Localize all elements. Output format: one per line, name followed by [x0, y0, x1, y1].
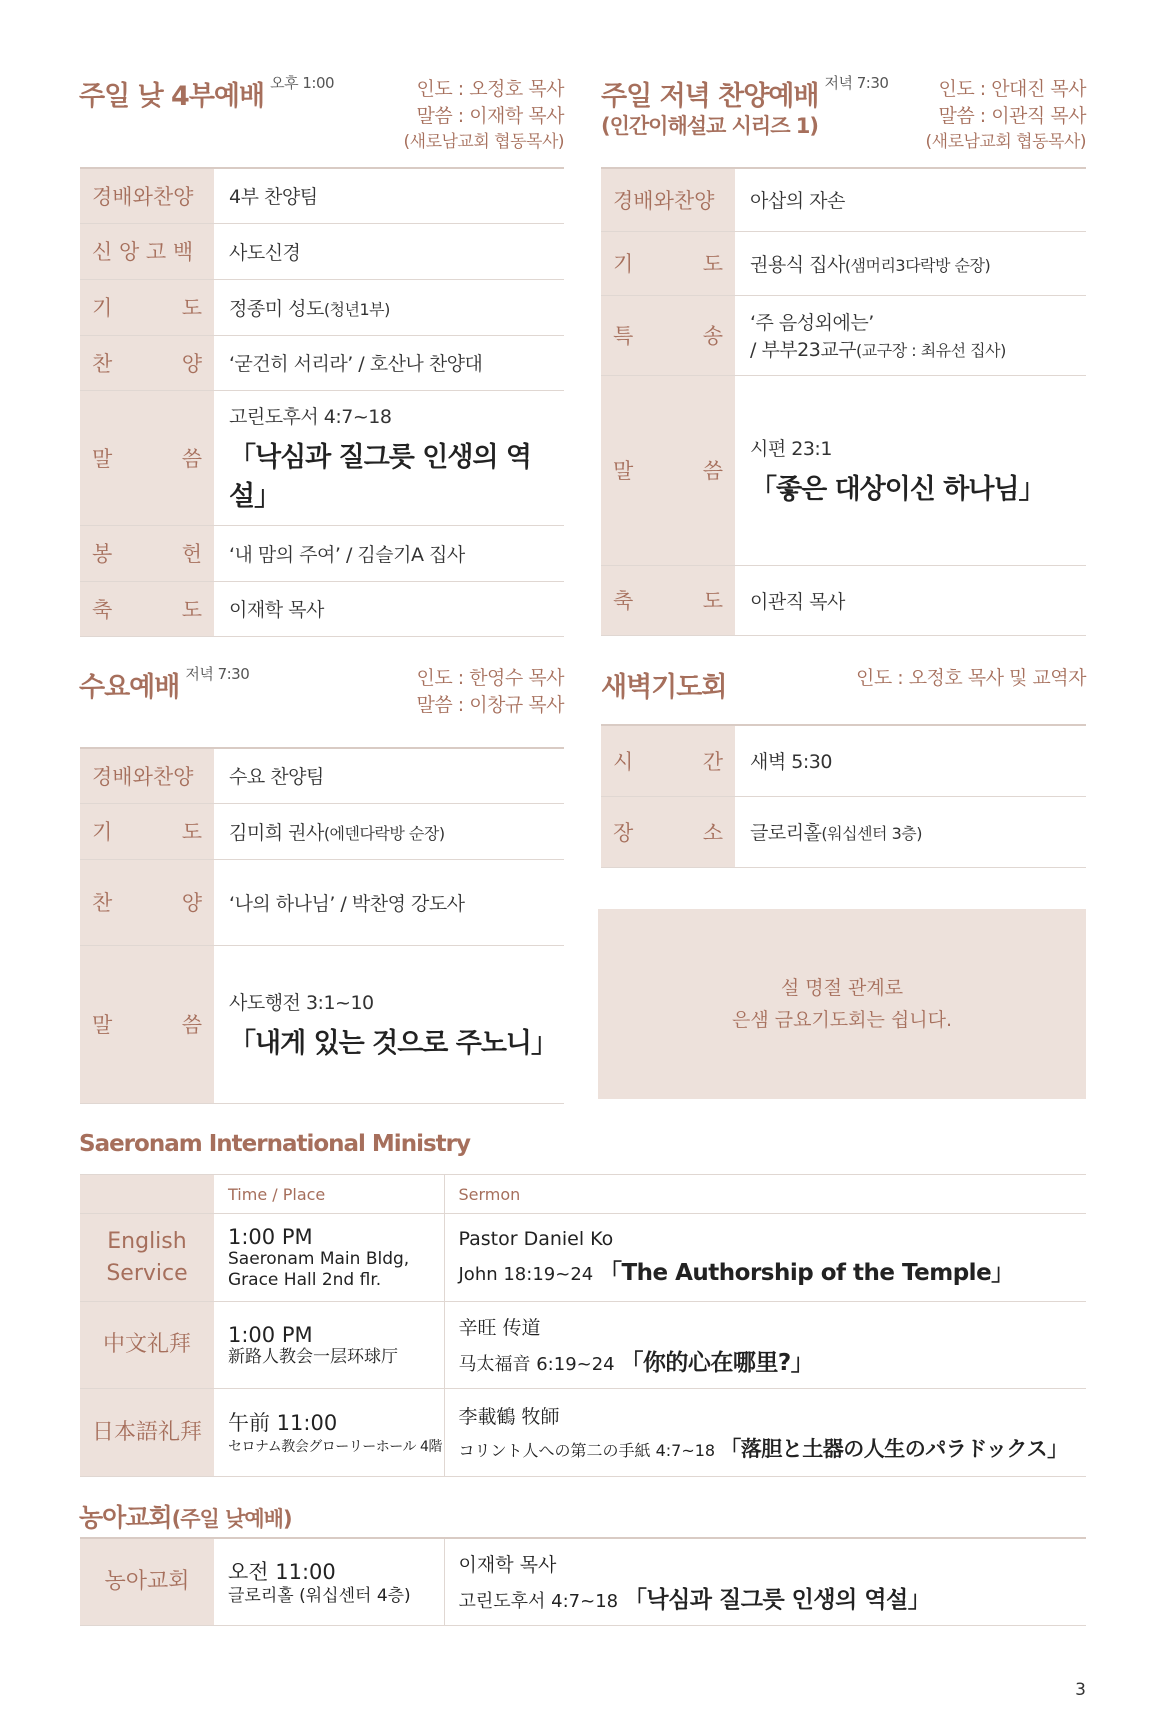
scripture-ref: 고린도후서 4:7~18: [229, 406, 392, 428]
sunday4-row-prayer: [80, 279, 564, 335]
deaf-row: [80, 1538, 1086, 1625]
label-b: 씀: [702, 459, 723, 483]
row-value: 사도신경: [214, 223, 564, 279]
row-label: [80, 168, 214, 223]
service-label-line1: 日本語礼拜: [91, 1419, 202, 1445]
service-time-place: [214, 1302, 444, 1389]
label-a: 말: [92, 1013, 113, 1037]
header-blank: [80, 1175, 214, 1214]
deaf-label: 농아교회: [80, 1538, 214, 1625]
row-label: [80, 525, 214, 581]
service-time: 1:00 PM: [228, 1322, 313, 1347]
label-b: 송: [702, 324, 723, 348]
value-note: (에덴다락방 순장): [323, 823, 445, 843]
label-b: 도: [181, 597, 202, 622]
label-b: 헌: [181, 542, 202, 566]
sunday4-row-word: [80, 390, 564, 525]
service-place-line1: 新路人教会一层环球厅: [228, 1346, 398, 1367]
service-time: 午前 11:00: [228, 1411, 338, 1435]
row-value: [214, 390, 564, 525]
international-row-chinese: [80, 1302, 1086, 1389]
dawn-row-time: [601, 725, 1086, 796]
service-time: 1:00 PM: [228, 1224, 313, 1249]
wednesday-row-worship: [80, 748, 564, 803]
value-text: 권용식 집사: [750, 253, 845, 276]
service-sermon-title: 「The Authorship of the Temple」: [598, 1260, 1014, 1286]
sunday4-title-text: 주일 낮 4부예배: [79, 81, 265, 112]
evening-preacher-note: (새로남교회 협동목사): [925, 132, 1086, 152]
deaf-sermon-title: 「낙심과 질그릇 인생의 역설」: [623, 1586, 931, 1613]
value-note: (워십센터 3층): [821, 824, 922, 843]
wednesday-preacher: 말씀 : 이창규 목사: [416, 694, 564, 716]
special-song-note: (교구장 : 최유선 집사): [856, 341, 1006, 360]
sunday4-preacher: 말씀 : 이재학 목사: [416, 105, 564, 127]
label-a: 장: [613, 820, 634, 845]
evening-leaders: [926, 76, 1086, 154]
wednesday-row-prayer: [80, 803, 564, 859]
row-label: [601, 231, 735, 295]
international-title: Saeronam International Ministry: [79, 1131, 470, 1157]
evening-row-blessing: [601, 565, 1086, 635]
special-song-title: ‘주 음성외에는’: [750, 312, 874, 334]
service-sermon: [444, 1389, 1086, 1477]
row-value: ‘굳건히 서리라’ / 호산나 찬양대: [214, 335, 564, 390]
row-label: [80, 748, 214, 803]
service-label-line2: Service: [106, 1260, 188, 1286]
row-label: [601, 168, 735, 231]
dawn-leader: 인도 : 오정호 목사 및 교역자: [856, 667, 1086, 689]
row-value: 아삽의 자손: [735, 168, 1086, 231]
notice-line-1: 설 명절 관계로: [780, 977, 904, 999]
service-sermon-title: 「你的心在哪里?」: [620, 1350, 814, 1376]
service-time-place: [214, 1389, 444, 1477]
deaf-ref: 고린도후서 4:7~18: [458, 1590, 619, 1612]
label-text: 경배와찬양: [92, 184, 194, 209]
row-value: 4부 찬양팀: [214, 168, 564, 223]
row-label: [80, 223, 214, 279]
deaf-title-text: 농아교회: [79, 1503, 172, 1532]
label-b: 씀: [181, 1013, 202, 1037]
sunday4-row-hymn: [80, 335, 564, 390]
row-value: 새벽 5:30: [735, 725, 1086, 796]
sunday4-row-blessing: [80, 581, 564, 636]
notice-line-2: 은샘 금요기도회는 쉽니다.: [731, 1009, 952, 1031]
dawn-title-text: 새벽기도회: [601, 672, 727, 703]
label-b: 간: [702, 749, 723, 774]
service-label: [80, 1302, 214, 1389]
row-label: [80, 945, 214, 1103]
label-a: 찬: [92, 351, 113, 376]
deaf-time-place: [214, 1538, 444, 1625]
row-label: [601, 725, 735, 796]
scripture-ref: 시편 23:1: [750, 438, 832, 460]
service-sermon-title: 「落胆と土器の人生のパラドックス」: [720, 1437, 1068, 1461]
label-a: 찬: [92, 891, 113, 915]
evening-row-word: [601, 375, 1086, 565]
wednesday-time: 저녁 7:30: [185, 665, 250, 683]
dawn-leaders: [856, 665, 1086, 692]
label-b: 도: [702, 252, 723, 276]
service-label-line1: English: [107, 1228, 187, 1254]
deaf-sermon-line: [459, 1581, 1087, 1614]
evening-row-worship: [601, 168, 1086, 231]
row-label: [80, 279, 214, 335]
label-text: 경배와찬양: [613, 188, 715, 213]
service-preacher: Pastor Daniel Ko: [458, 1228, 614, 1250]
evening-subtitle: (인간이해설교 시리즈 1): [601, 114, 819, 138]
value-text: 정종미 성도: [229, 297, 324, 320]
wednesday-title: [79, 665, 249, 704]
evening-order-table: [601, 167, 1086, 636]
row-value: ‘나의 하나님’ / 박찬영 강도사: [214, 859, 564, 945]
dawn-row-place: [601, 796, 1086, 867]
service-label: [80, 1214, 214, 1302]
service-sermon-line: [459, 1344, 1087, 1377]
deaf-time: 오전 11:00: [228, 1560, 336, 1585]
label-b: 양: [181, 351, 202, 376]
row-label: [80, 335, 214, 390]
row-value: 수요 찬양팀: [214, 748, 564, 803]
label-a: 말: [613, 459, 634, 483]
international-row-english: [80, 1214, 1086, 1302]
evening-row-special: [601, 295, 1086, 375]
evening-title-text: 주일 저녁 찬양예배: [601, 81, 819, 112]
wednesday-row-word: [80, 945, 564, 1103]
sunday4-row-worship: [80, 168, 564, 223]
wednesday-leader: 인도 : 한영수 목사: [416, 667, 564, 689]
row-value: [214, 803, 564, 859]
sunday4-title: [79, 74, 334, 113]
label-a: 기: [92, 820, 113, 844]
dawn-title: [601, 665, 726, 704]
value-text: 김미희 권사: [229, 821, 324, 844]
wednesday-row-hymn: [80, 859, 564, 945]
label-a: 특: [613, 324, 634, 348]
row-label: [80, 581, 214, 636]
row-value: [735, 796, 1086, 867]
evening-leader: 인도 : 안대진 목사: [938, 78, 1086, 100]
label-b: 씀: [181, 446, 202, 471]
row-value: [735, 295, 1086, 375]
label-b: 도: [181, 296, 202, 320]
service-ref: 马太福音 6:19~24: [458, 1354, 615, 1375]
row-value: [735, 231, 1086, 295]
deaf-title-note: (주일 낮예배): [171, 1507, 292, 1531]
row-label: [601, 796, 735, 867]
service-label: [80, 1389, 214, 1477]
evening-title: [601, 74, 888, 113]
deaf-preacher: 이재학 목사: [458, 1553, 557, 1576]
label-text: 신 앙 고 백: [92, 240, 194, 264]
page-number: 3: [1075, 1680, 1086, 1700]
label-b: 소: [702, 820, 723, 845]
label-text: 경배와찬양: [92, 764, 194, 789]
sunday4-preacher-note: (새로남교회 협동목사): [403, 132, 564, 152]
label-b: 도: [702, 589, 723, 613]
service-place-line1: Saeronam Main Bldg,: [228, 1248, 410, 1269]
wednesday-order-table: [80, 747, 564, 1104]
label-a: 말: [92, 446, 113, 471]
row-label: [80, 803, 214, 859]
evening-time: 저녁 7:30: [824, 74, 889, 92]
deaf-title: [79, 1498, 292, 1534]
service-sermon-line: [459, 1433, 1087, 1463]
scripture-ref: 사도행전 3:1~10: [229, 992, 374, 1014]
service-place-line2: Grace Hall 2nd flr.: [228, 1269, 382, 1290]
service-sermon: [444, 1214, 1086, 1302]
deaf-place: 글로리홀 (워십센터 4층): [228, 1586, 411, 1607]
deaf-sermon: [444, 1538, 1086, 1625]
row-label: [80, 390, 214, 525]
international-row-japanese: [80, 1389, 1086, 1477]
sunday4-row-creed: [80, 223, 564, 279]
label-a: 축: [92, 597, 113, 622]
value-note: (청년1부): [323, 299, 390, 319]
deaf-table: [80, 1537, 1086, 1626]
header-sermon: Sermon: [444, 1175, 1086, 1214]
evening-preacher: 말씀 : 이관직 목사: [938, 105, 1086, 127]
value-note: (샘머리3다락방 순장): [844, 255, 991, 275]
sunday4-leaders: [404, 76, 564, 154]
label-a: 기: [92, 296, 113, 320]
row-value: 이관직 목사: [735, 565, 1086, 635]
service-ref: John 18:19~24: [458, 1264, 594, 1285]
service-label-line1: 中文礼拜: [102, 1332, 191, 1357]
wednesday-title-text: 수요예배: [79, 672, 180, 703]
international-header-row: [80, 1175, 1086, 1214]
value-text: 글로리홀: [750, 822, 822, 844]
service-preacher: 李載鶴 牧師: [458, 1406, 560, 1428]
row-value: [214, 279, 564, 335]
row-value: ‘내 맘의 주여’ / 김슬기A 집사: [214, 525, 564, 581]
row-value: 이재학 목사: [214, 581, 564, 636]
label-a: 축: [613, 589, 634, 613]
row-value: [214, 945, 564, 1103]
sermon-title: 「낙심과 질그릇 인생의 역설」: [229, 442, 532, 512]
service-time-place: [214, 1214, 444, 1302]
evening-row-prayer: [601, 231, 1086, 295]
row-label: [601, 295, 735, 375]
row-label: [601, 375, 735, 565]
label-a: 봉: [92, 542, 113, 566]
sermon-title: 「좋은 대상이신 하나님」: [750, 474, 1045, 505]
service-sermon: [444, 1302, 1086, 1389]
label-b: 도: [181, 820, 202, 844]
notice-box: [598, 909, 1086, 1099]
label-a: 시: [613, 749, 634, 774]
service-place-line1: セロナム教会グローリーホール 4階: [228, 1439, 442, 1455]
sunday4-row-offering: [80, 525, 564, 581]
row-label: [601, 565, 735, 635]
sunday4-order-table: [80, 167, 564, 637]
service-preacher: 辛旺 传道: [458, 1317, 541, 1339]
sunday4-time: 오후 1:00: [270, 74, 335, 92]
special-song-group: / 부부23교구: [750, 339, 857, 361]
sermon-title: 「내게 있는 것으로 주노니」: [229, 1028, 558, 1059]
label-b: 양: [181, 891, 202, 915]
international-table: [80, 1174, 1086, 1477]
sunday4-leader: 인도 : 오정호 목사: [416, 78, 564, 100]
header-time-place: Time / Place: [214, 1175, 444, 1214]
row-value: [735, 375, 1086, 565]
label-a: 기: [613, 252, 634, 276]
service-sermon-line: [459, 1254, 1087, 1287]
dawn-order-table: [601, 724, 1086, 868]
row-label: [80, 859, 214, 945]
service-ref: コリント人への第二の手紙 4:7~18: [458, 1441, 716, 1460]
wednesday-leaders: [417, 665, 565, 719]
